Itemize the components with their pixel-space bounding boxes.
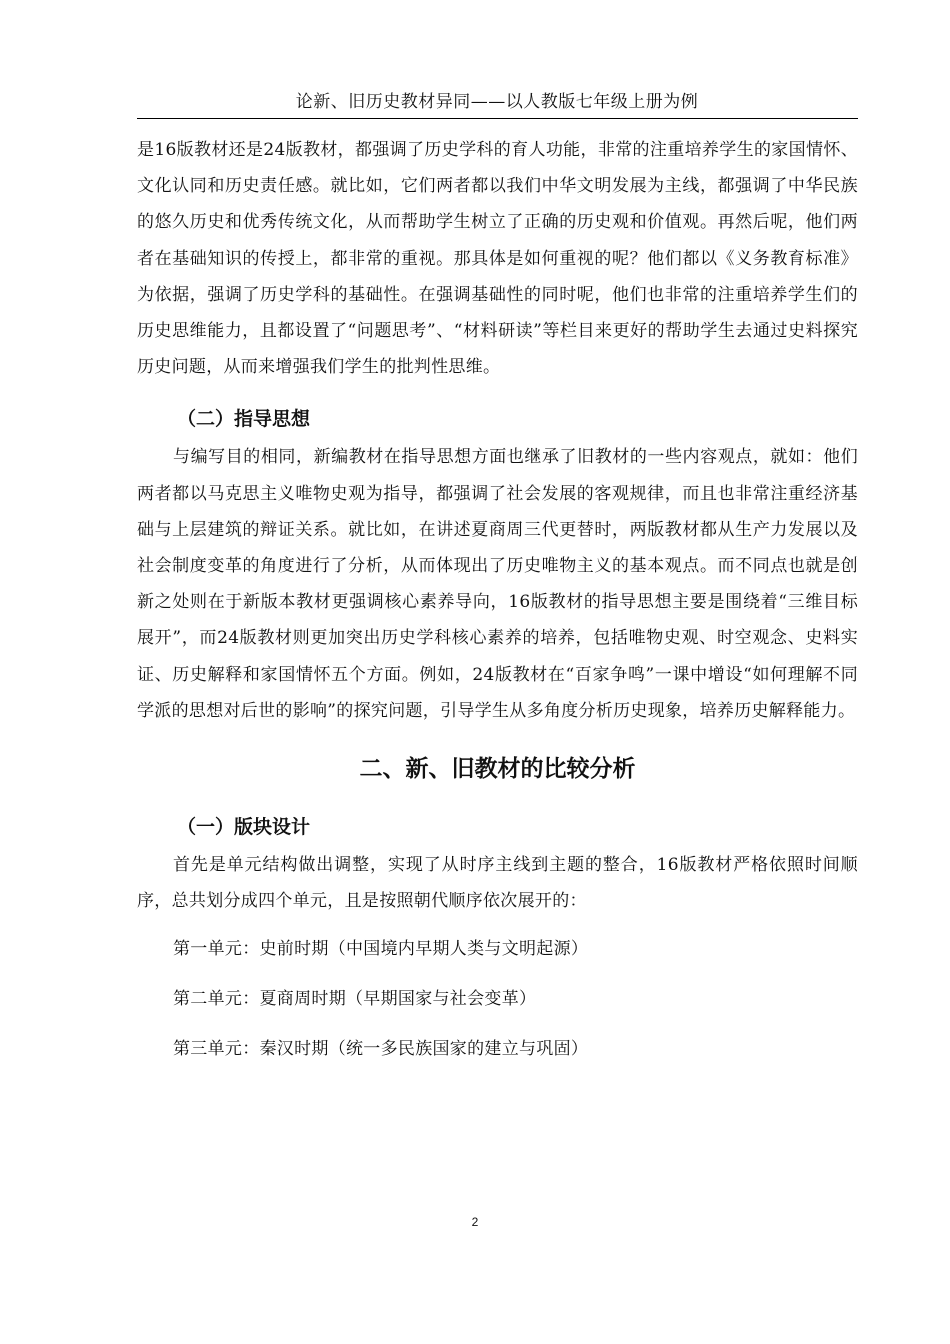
header-rule: [137, 118, 858, 119]
subheading-guiding-ideology: （二）指导思想: [177, 408, 311, 431]
paragraph-module-design: 首先是单元结构做出调整，实现了从时序主线到主题的整合，16版教材严格依照时间顺序，总共划分成四个单元，且是按照朝代顺序依次展开的：: [137, 855, 858, 912]
unit-line: 第二单元：夏商周时期（早期国家与社会变革）: [173, 989, 537, 1010]
unit-line: 第三单元：秦汉时期（统一多民族国家的建立与巩固）: [173, 1039, 589, 1060]
unit-line: 第一单元：史前时期（中国境内早期人类与文明起源）: [173, 939, 589, 960]
page-number: 2: [471, 1215, 479, 1229]
subheading-module-design: （一）版块设计: [177, 816, 311, 839]
section-heading: 二、新、旧教材的比较分析: [359, 756, 636, 783]
paragraph-guiding-ideology: 与编写目的相同，新编教材在指导思想方面也继承了旧教材的一些内容观点，就如：他们两者都以马克思主义唯物史观为指导，都强调了社会发展的客观规律，而且也非常注重经济基础与上层建筑的辩证关系。就比如，在讲述夏商周三代更替时，两版教材都从生产力发展以及社会制度变革的角度进行了分析，从而体现出了历史唯物主义的基本观点。而不同点也就是创新之处则在于新版本教材更强调核心素养导向，16版教材的指导思想主要是围绕着“三维目标展开”，而24版教材则更加突出历史学科核心素养的培养，包括唯物史观、时空观念、史料实证、历史解释和家国情怀五个方面。例如，24版教材在“百家争鸣”一课中增设“如何理解不同学派的思想对后世的影响”的探究问题，引导学生从多角度分析历史现象，培养历史解释能力。: [137, 447, 858, 721]
document-body: [137, 132, 858, 1063]
paragraph-continued: 是16版教材还是24版教材，都强调了历史学科的育人功能，非常的注重培养学生的家国情怀、文化认同和历史责任感。就比如，它们两者都以我们中华文明发展为主线，都强调了中华民族的悠久历史和优秀传统文化，从而帮助学生树立了正确的历史观和价值观。再然后呢，他们两者在基础知识的传授上，都非常的重视。那具体是如何重视的呢？他们都以《义务教育标准》为依据，强调了历史学科的基础性。在强调基础性的同时呢，他们也非常的注重培养学生们的历史思维能力，且都设置了“问题思考”、“材料研读”等栏目来更好的帮助学生去通过史料探究历史问题，从而来增强我们学生的批判性思维。: [137, 140, 858, 378]
running-header: 论新、旧历史教材异同——以人教版七年级上册为例: [295, 92, 699, 112]
